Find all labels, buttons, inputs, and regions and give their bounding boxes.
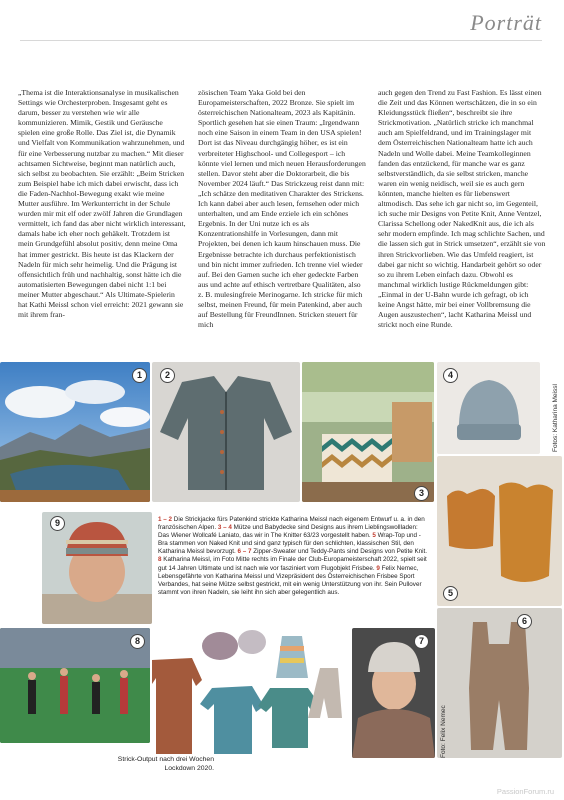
footer-watermark: PassionForum.ru: [496, 787, 554, 796]
photo-frisbee-game: [0, 628, 150, 743]
caption-num: 6 – 7: [237, 548, 252, 556]
photo-number: 5: [443, 586, 458, 601]
photo-woman-hat: [352, 628, 435, 758]
article-text-1: „Thema ist die Interaktionsanalyse in musikalischen Settings wie Orchesterproben. Insgesamt geht es darum, besser zu verstehen wie wir alle kommunizieren. Mimik, Gestik und Geräusche spielen eine große Rolle. Das Ziel ist, die Dynamik und Vielfalt von Kommunikation wahrzunehmen, und für eine Verbesserung nutzbar zu machen.“ Mit dieser achtsamen Sichtweise, beginnt man natürlich auch, sich selbst zu beobachten. Sie erzählt: „Beim Stricken zum Beispiel habe ich mich dabei erwischt, dass ich die Faden-Nachhol-Bewegung exakt wie meine Mutter ausführe. Im Werkunterricht in der Schule wurden mir mit elf oder zwölf Jahren die Grundlagen vermittelt, ich fand das aber nicht wirklich interessant, damals habe ich eher noch gehäkelt. Trotzdem ist mein Grundgefühl absolut positiv, denn meine Oma hat immer gestrickt. Bis heute ist das Klackern der Nadeln für mich sehr heimelig. Und die Prägung ist offensichtlich früh und nachhaltig, sonst hätte ich die automatisierten Bewegungen dabei nicht 1:1 bei meiner Mutter abgeschaut.“ Als Ultimate-Spielerin hat Kathi Meissl schon viel erreicht: 2021 gewann sie mit ihrem fran-: [18, 88, 186, 320]
caption-num: 3 – 4: [217, 524, 232, 532]
photo-number: 2: [160, 368, 175, 383]
article-column-1: [18, 88, 186, 320]
photo-credit-bottom: Foto: Felix Nemec: [440, 705, 447, 758]
photo-number: 3: [414, 486, 429, 501]
photo-credit-right: Fotos: Katharina Meissl: [552, 384, 559, 452]
caption-num: 9: [376, 564, 380, 572]
article-column-3: [378, 88, 546, 330]
article-text-3: auch gegen den Trend zu Fast Fashion. Es lässt einen die Zeit und das Können wertschätzen, die in so ein Kleidungsstück fließen“, beschreibt sie ihre Strickmotivation. „Natürlich stricke ich manchmal auch am Spielfeldrand, und im Trainingslager mit dem Österreichischen Nationalteam hatte ich auch Nadeln und Wolle dabei. Meine Teamkolleginnen fanden das entzückend, für manche war es ganz selbstverständlich, da sie selbst stricken, manche waren ein wenig neidisch, weil sie es auch gern könnten, manche hielten es für liebenswert altmodisch. Das sehe ich gar nicht so, im Gegenteil, ich suche mir Designs von Petite Knit, Anne Ventzel, Clarissa Schellong oder NakedKnit aus, die ich als sehr modern empfinde. Ich mag schlichte Sachen, und die lassen sich gut in Strick umsetzen“, erzählt sie von ihren Strickvorlieben. Wie das Umfeld reagiert, ist dabei gar nicht so wichtig. Handarbeit gehört so oder so zu ihrem Leben einfach dazu. Obwohl es manchmal wirklich lustige Rückmeldungen gibt: „Einmal in der U-Bahn wurde ich gefragt, ob ich keine Angst hätte, mir bei einer Vollbremsung die Augen auszustechen“, lacht Katharina Meissl und strickt noch eine Runde.: [378, 88, 546, 330]
title-rule: [20, 40, 542, 41]
photo-mountain-knitting: [0, 362, 150, 502]
photo-orange-tops: [437, 456, 562, 606]
caption-part: Felix Nemec, Lebensgefährte von Katharina Meissl und Vizepräsident des Österreichischen Frisbee Sport Verbandes, hat seine Mütze selbst gestrickt, mit ein wenig Unterstützung von ihr. Sein Pullover stammt von ihren Nadeln, sie leiht ihn sich aber gelegentlich aus.: [158, 564, 422, 596]
photo-number: 6: [517, 614, 532, 629]
caption-text: [158, 516, 428, 597]
photo-balcony-blanket: [302, 362, 434, 502]
caption-num: 1 – 2: [158, 516, 173, 523]
article-column-2: [198, 88, 366, 330]
photo-lockdown-output: [152, 628, 350, 758]
photo-number: 8: [130, 634, 145, 649]
caption-part: Wrap-Top und -Bra stammen von Naked Knit und sind ganz typisch für den schlichten, klassischen Stil, den Katharina Meissl bevorzugt.: [158, 532, 421, 556]
photo-number: 4: [443, 368, 458, 383]
photo-number: 9: [50, 516, 65, 531]
caption-part: Die Strickjacke fürs Patenkind strickte Katharina Meissl nach eigenem Entwurf u. a. in den französischen Alpen.: [158, 516, 425, 532]
photo-blue-hat: [437, 362, 540, 454]
photo-man-beanie: [42, 512, 152, 624]
caption-part: Katharina Meissl, im Foto Mitte rechts im Finale der Club-Europameisterschaft 2022, spielt seit gut 14 Jahren Ultimate und ist nach wie vor fasziniert vom Flugobjekt Frisbee.: [158, 556, 427, 572]
photo-teddy-pants: [437, 608, 562, 758]
section-title: Porträt: [470, 10, 542, 35]
photo-number: 7: [414, 634, 429, 649]
lockdown-caption: Strick-Output nach drei Wochen Lockdown 2020.: [117, 756, 214, 772]
caption-num: 5: [372, 532, 376, 540]
photo-number: 1: [132, 368, 147, 383]
caption-part: Zipper-Sweater und Teddy-Pants sind Designs von Petite Knit.: [251, 548, 428, 556]
caption-num: 8: [158, 556, 162, 564]
photo-gray-cardigan: [152, 362, 300, 502]
caption-part: Mütze und Babydecke sind Designs aus ihrem Lieblingswollladen: Das Wiener Wollcafé Laniato, das wir in The Knitter 63/23 vorgestellt haben.: [158, 524, 418, 540]
article-text-2: zösischen Team Yaka Gold bei den Europameisterschaften, 2022 Bronze. Sie spielt im österreichischen Nationalteam, 2023 als Kapitänin. Sportlich gesehen hat sie einen Traum: „Irgendwann noch eine Saison in einem Team in den USA spielen! Dort ist das Niveau durchgängig höher, es ist ein verbreiteter Highschool- und Collegesport – ich könnte viel lernen und mich neuen Herausforderungen stellen. Davor steht aber die Doktorarbeit, die bis November 2024 läuft.“ Das Strickzeug reist dann mit: „Ich schätze den meditativen Charakter des Strickens. Ich kann dabei aber auch lesen, fernsehen oder mich unterhalten, und am Ende erziele ich ein schönes Ergebnis. In der Uni nutze ich es als Konzentrationshilfe in Vorlesungen, dann mit Projekten, bei denen ich kaum hinschauen muss. Die Ergebnisse betrachte ich durchaus perfektionistisch und bin nicht immer zufrieden. Ich trenne viel wieder auf. Bei den Garnen suche ich eher gedeckte Farben aus und achte auf ethisch vertretbare Qualitäten, also z. B. mulesingfreie Merinogarne. Ich stricke für mich selbst, meinen Freund, für mein Patenkind, aber auch auf Bestellung für FreundInnen. Stricken steuert für mich: [198, 88, 366, 330]
photo-caption: [158, 516, 428, 597]
